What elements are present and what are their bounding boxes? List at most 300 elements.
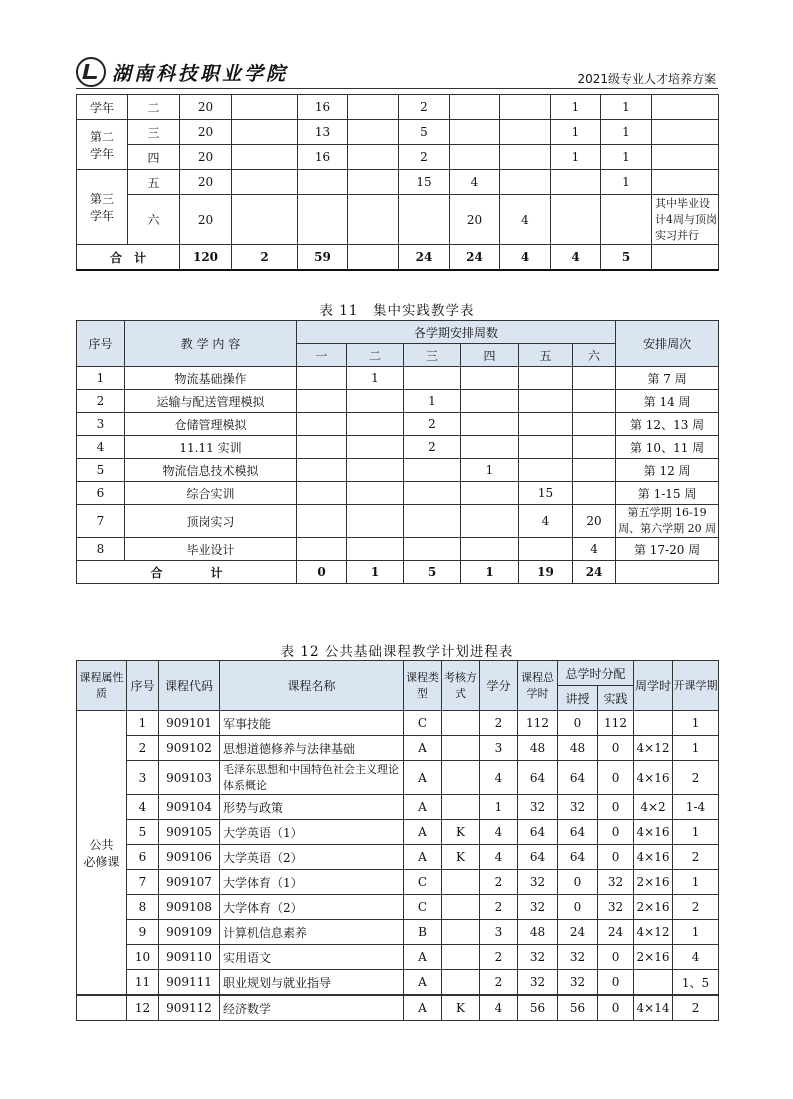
cell-weekly <box>634 711 673 736</box>
total-label: 合 计 <box>77 561 297 584</box>
term-weeks <box>461 538 519 561</box>
header-name: 课程名称 <box>220 661 404 711</box>
table-cell <box>500 120 551 145</box>
row-content: 综合实训 <box>125 482 297 505</box>
header-code: 课程代码 <box>159 661 220 711</box>
total-cell: 2 <box>232 245 298 271</box>
cell-type: A <box>404 820 442 845</box>
college-emblem-icon <box>76 57 106 87</box>
cell-lecture: 0 <box>558 870 598 895</box>
header-dist: 总学时分配 <box>558 661 634 686</box>
term-weeks <box>404 367 461 390</box>
row-no: 3 <box>77 413 125 436</box>
college-name: 湖南科技职业学院 <box>112 62 289 85</box>
total-weeks: 19 <box>519 561 573 584</box>
cell-weekly: 4×16 <box>634 820 673 845</box>
table-row <box>77 436 719 459</box>
cell-hours: 32 <box>518 895 558 920</box>
cell-hours: 32 <box>518 970 558 996</box>
row-content: 毕业设计 <box>125 538 297 561</box>
term-weeks <box>404 538 461 561</box>
term-weeks <box>573 482 616 505</box>
cell-code: 909107 <box>159 870 220 895</box>
table-row <box>77 367 719 390</box>
header-exam: 考核方式 <box>442 661 480 711</box>
term-weeks <box>573 413 616 436</box>
table-row <box>77 920 719 945</box>
total-weeks: 0 <box>297 561 347 584</box>
cell-hours: 32 <box>518 795 558 820</box>
table-row <box>77 195 719 245</box>
cell-weekly: 2×16 <box>634 895 673 920</box>
table-cell <box>601 195 652 245</box>
table-cell <box>652 120 719 145</box>
row-no: 1 <box>77 367 125 390</box>
page-header <box>76 54 718 94</box>
cell-name: 大学英语（1） <box>220 820 404 845</box>
table-cell: 20 <box>180 95 232 120</box>
cell-term: 1 <box>673 920 719 945</box>
table-cell <box>232 95 298 120</box>
cell-lecture: 0 <box>558 895 598 920</box>
cell-hours: 48 <box>518 736 558 761</box>
term-cell: 二 <box>128 95 180 120</box>
term-weeks <box>347 482 404 505</box>
cell-code: 909111 <box>159 970 220 996</box>
cell-code: 909108 <box>159 895 220 920</box>
table-row <box>77 970 719 996</box>
cell-name: 大学体育（1） <box>220 870 404 895</box>
table-cell: 1 <box>551 95 601 120</box>
term-weeks <box>461 436 519 459</box>
table-row <box>77 459 719 482</box>
cell-hours: 32 <box>518 870 558 895</box>
total-weeks: 1 <box>347 561 404 584</box>
table-row <box>77 870 719 895</box>
cell-practice: 32 <box>598 895 634 920</box>
table-cell <box>348 170 399 195</box>
table-row <box>77 945 719 970</box>
cell-hours: 48 <box>518 920 558 945</box>
cell-practice: 112 <box>598 711 634 736</box>
cell-no: 11 <box>127 970 159 996</box>
table-cell <box>652 170 719 195</box>
table-cell <box>500 95 551 120</box>
cell-exam <box>442 970 480 996</box>
cell-type: A <box>404 761 442 795</box>
table-cell <box>232 195 298 245</box>
header-term-6: 六 <box>573 344 616 367</box>
row-schedule: 第 14 周 <box>616 390 719 413</box>
header-attr: 课程属性质 <box>77 661 127 711</box>
term-weeks <box>573 367 616 390</box>
cell-weekly: 4×16 <box>634 761 673 795</box>
term-weeks <box>461 482 519 505</box>
cell-practice: 24 <box>598 920 634 945</box>
term-weeks: 1 <box>347 367 404 390</box>
table-row <box>77 390 719 413</box>
cell-no: 10 <box>127 945 159 970</box>
cell-code: 909106 <box>159 845 220 870</box>
cell-term: 1、5 <box>673 970 719 996</box>
cell-credit: 2 <box>480 870 518 895</box>
row-schedule: 第 12、13 周 <box>616 413 719 436</box>
cell-name: 形势与政策 <box>220 795 404 820</box>
table-row <box>77 761 719 795</box>
cell-term: 1 <box>673 870 719 895</box>
cell-lecture: 56 <box>558 995 598 1021</box>
term-weeks <box>347 505 404 538</box>
cell-practice: 0 <box>598 761 634 795</box>
term-weeks <box>519 459 573 482</box>
cell-type: A <box>404 945 442 970</box>
year-cell: 第二 学年 <box>77 120 128 170</box>
cell-credit: 2 <box>480 970 518 996</box>
table-row <box>77 95 719 120</box>
cell-weekly: 4×16 <box>634 845 673 870</box>
cell-term: 1 <box>673 711 719 736</box>
table-row <box>77 845 719 870</box>
row-schedule: 第 12 周 <box>616 459 719 482</box>
table-row <box>77 736 719 761</box>
cell-lecture: 32 <box>558 795 598 820</box>
table-12-public-courses <box>76 660 719 1021</box>
total-cell: 24 <box>450 245 500 271</box>
cell-credit: 4 <box>480 845 518 870</box>
term-weeks <box>519 413 573 436</box>
cell-no: 6 <box>127 845 159 870</box>
cell-term: 2 <box>673 845 719 870</box>
cell-lecture: 64 <box>558 761 598 795</box>
table-cell: 15 <box>399 170 450 195</box>
cell-lecture: 64 <box>558 845 598 870</box>
row-content: 物流基础操作 <box>125 367 297 390</box>
cell-practice: 0 <box>598 845 634 870</box>
total-row <box>77 561 719 584</box>
term-weeks <box>297 367 347 390</box>
row-schedule: 第五学期 16-19 周、第六学期 20 周 <box>616 505 719 538</box>
cell-lecture: 24 <box>558 920 598 945</box>
cell-exam <box>442 920 480 945</box>
term-weeks <box>519 538 573 561</box>
cell-code: 909105 <box>159 820 220 845</box>
cell-term: 2 <box>673 895 719 920</box>
table-cell <box>348 145 399 170</box>
cell-hours: 64 <box>518 820 558 845</box>
cell-term: 4 <box>673 945 719 970</box>
row-schedule: 第 7 周 <box>616 367 719 390</box>
table-cell: 1 <box>601 170 652 195</box>
cell-type: C <box>404 870 442 895</box>
table-cell: 20 <box>180 170 232 195</box>
term-weeks <box>461 390 519 413</box>
cell-code: 909110 <box>159 945 220 970</box>
term-weeks: 2 <box>404 436 461 459</box>
table-row <box>77 711 719 736</box>
cell-lecture: 32 <box>558 970 598 996</box>
table-cell: 13 <box>298 120 348 145</box>
table-cell <box>551 195 601 245</box>
cell-type: A <box>404 845 442 870</box>
table-row <box>77 820 719 845</box>
cell-exam <box>442 945 480 970</box>
cell-practice: 0 <box>598 736 634 761</box>
cell-no: 5 <box>127 820 159 845</box>
term-weeks <box>404 459 461 482</box>
term-weeks <box>297 390 347 413</box>
row-no: 4 <box>77 436 125 459</box>
term-weeks <box>297 505 347 538</box>
term-weeks <box>461 367 519 390</box>
table-cell: 20 <box>450 195 500 245</box>
term-weeks: 20 <box>573 505 616 538</box>
term-weeks <box>519 436 573 459</box>
term-weeks: 2 <box>404 413 461 436</box>
table-cell <box>232 120 298 145</box>
table-row <box>77 795 719 820</box>
total-label: 合 计 <box>77 245 180 271</box>
table-cell: 20 <box>180 145 232 170</box>
cell-hours: 56 <box>518 995 558 1021</box>
cell-lecture: 48 <box>558 736 598 761</box>
cell-code: 909101 <box>159 711 220 736</box>
cell-name: 军事技能 <box>220 711 404 736</box>
table-cell <box>652 145 719 170</box>
header-hours: 课程总学时 <box>518 661 558 711</box>
cell-credit: 1 <box>480 795 518 820</box>
cell-type: A <box>404 995 442 1021</box>
term-cell: 四 <box>128 145 180 170</box>
cell-term: 1 <box>673 736 719 761</box>
table-row <box>77 538 719 561</box>
cell-lecture: 32 <box>558 945 598 970</box>
cell-hours: 64 <box>518 761 558 795</box>
cell-practice: 0 <box>598 995 634 1021</box>
cell-code: 909103 <box>159 761 220 795</box>
table-cell: 20 <box>180 195 232 245</box>
cell-term: 1 <box>673 820 719 845</box>
table-row <box>77 413 719 436</box>
cell-exam <box>442 895 480 920</box>
term-weeks <box>297 482 347 505</box>
table-cell <box>348 195 399 245</box>
table-row <box>77 482 719 505</box>
table-cell <box>450 120 500 145</box>
term-cell: 三 <box>128 120 180 145</box>
total-cell: 5 <box>601 245 652 271</box>
cell-no: 3 <box>127 761 159 795</box>
header-credit: 学分 <box>480 661 518 711</box>
cell-type: B <box>404 920 442 945</box>
total-cell: 120 <box>180 245 232 271</box>
header-no: 序号 <box>77 321 125 367</box>
cell-weekly: 2×16 <box>634 945 673 970</box>
term-weeks: 1 <box>461 459 519 482</box>
table-cell: 1 <box>601 95 652 120</box>
cell-credit: 3 <box>480 736 518 761</box>
term-weeks <box>404 482 461 505</box>
cell-name: 大学体育（2） <box>220 895 404 920</box>
total-weeks: 24 <box>573 561 616 584</box>
row-schedule: 第 1-15 周 <box>616 482 719 505</box>
cell-credit: 2 <box>480 945 518 970</box>
cell-type: A <box>404 795 442 820</box>
cell-name: 实用语文 <box>220 945 404 970</box>
document-title: 2021级专业人才培养方案 <box>577 72 716 86</box>
table-11-practice <box>76 320 719 584</box>
cell-practice: 32 <box>598 870 634 895</box>
term-weeks: 4 <box>573 538 616 561</box>
row-schedule: 第 10、11 周 <box>616 436 719 459</box>
header-practice: 实践 <box>598 686 634 711</box>
term-weeks: 1 <box>404 390 461 413</box>
table-cell: 1 <box>601 120 652 145</box>
total-cell: 4 <box>500 245 551 271</box>
cell-no: 2 <box>127 736 159 761</box>
header-terms-group: 各学期安排周数 <box>297 321 616 344</box>
cell-hours: 32 <box>518 945 558 970</box>
table-12-caption: 表 12 公共基础课程教学计划进程表 <box>280 644 514 660</box>
total-cell <box>348 245 399 271</box>
table-cell <box>348 120 399 145</box>
cell-name: 毛泽东思想和中国特色社会主义理论体系概论 <box>220 761 404 795</box>
table-cell <box>298 195 348 245</box>
term-weeks <box>347 538 404 561</box>
table-cell: 4 <box>450 170 500 195</box>
cell-credit: 4 <box>480 995 518 1021</box>
cell-weekly: 4×2 <box>634 795 673 820</box>
table-11-caption: 表 11 集中实践教学表 <box>319 303 475 319</box>
year-cell: 学年 <box>77 95 128 120</box>
table-cell <box>652 95 719 120</box>
cell-name: 职业规划与就业指导 <box>220 970 404 996</box>
cell-lecture: 0 <box>558 711 598 736</box>
table-cell: 16 <box>298 145 348 170</box>
term-weeks <box>297 413 347 436</box>
cell-no: 1 <box>127 711 159 736</box>
row-no: 6 <box>77 482 125 505</box>
header-term: 开课学期 <box>673 661 719 711</box>
header-term-5: 五 <box>519 344 573 367</box>
cell-credit: 4 <box>480 820 518 845</box>
cell-credit: 3 <box>480 920 518 945</box>
row-no: 5 <box>77 459 125 482</box>
cell-exam <box>442 711 480 736</box>
total-cell <box>652 245 719 271</box>
cell-code: 909112 <box>159 995 220 1021</box>
header-term-1: 一 <box>297 344 347 367</box>
cell-weekly: 4×12 <box>634 736 673 761</box>
term-weeks <box>404 505 461 538</box>
table-cell <box>450 95 500 120</box>
table-cell <box>232 170 298 195</box>
cell-type: A <box>404 970 442 996</box>
cell-weekly <box>634 970 673 996</box>
header-schedule: 安排周次 <box>616 321 719 367</box>
table-cell <box>450 145 500 170</box>
total-row <box>77 245 719 271</box>
cell-name: 计算机信息素养 <box>220 920 404 945</box>
cell-practice: 0 <box>598 945 634 970</box>
total-weeks: 1 <box>461 561 519 584</box>
row-content: 顶岗实习 <box>125 505 297 538</box>
table-row <box>77 895 719 920</box>
table-cell <box>399 195 450 245</box>
cell-lecture: 64 <box>558 820 598 845</box>
row-no: 2 <box>77 390 125 413</box>
term-weeks <box>347 390 404 413</box>
row-no: 7 <box>77 505 125 538</box>
term-weeks <box>297 459 347 482</box>
cell-term: 1-4 <box>673 795 719 820</box>
cell-credit: 2 <box>480 711 518 736</box>
header-content: 教 学 内 容 <box>125 321 297 367</box>
header-weekly: 周学时 <box>634 661 673 711</box>
total-schedule <box>616 561 719 584</box>
cell-name: 思想道德修养与法律基础 <box>220 736 404 761</box>
cell-no: 9 <box>127 920 159 945</box>
table-cell <box>551 170 601 195</box>
row-content: 运输与配送管理模拟 <box>125 390 297 413</box>
table-cell: 1 <box>551 145 601 170</box>
term-weeks <box>297 538 347 561</box>
term-weeks: 4 <box>519 505 573 538</box>
header-type: 课程类型 <box>404 661 442 711</box>
cell-practice: 0 <box>598 970 634 996</box>
cell-exam <box>442 761 480 795</box>
table-cell: 2 <box>399 145 450 170</box>
table-cell: 16 <box>298 95 348 120</box>
term-weeks <box>573 390 616 413</box>
header-term-4: 四 <box>461 344 519 367</box>
term-weeks <box>347 459 404 482</box>
header-term-3: 三 <box>404 344 461 367</box>
cell-hours: 64 <box>518 845 558 870</box>
group-label-cont <box>77 995 127 1021</box>
row-schedule: 第 17-20 周 <box>616 538 719 561</box>
cell-practice: 0 <box>598 795 634 820</box>
header-no: 序号 <box>127 661 159 711</box>
cell-code: 909102 <box>159 736 220 761</box>
cell-credit: 2 <box>480 895 518 920</box>
cell-no: 4 <box>127 795 159 820</box>
cell-weekly: 2×16 <box>634 870 673 895</box>
table-cell <box>348 95 399 120</box>
table-cell: 1 <box>601 145 652 170</box>
term-cell: 六 <box>128 195 180 245</box>
table-row <box>77 505 719 538</box>
cell-name: 经济数学 <box>220 995 404 1021</box>
total-cell: 4 <box>551 245 601 271</box>
table-cell: 1 <box>551 120 601 145</box>
table-cell <box>500 145 551 170</box>
header-term-2: 二 <box>347 344 404 367</box>
table-10-teaching-weeks <box>76 94 719 271</box>
college-logo <box>76 58 288 86</box>
table-cell: 20 <box>180 120 232 145</box>
cell-term: 2 <box>673 995 719 1021</box>
header-lecture: 讲授 <box>558 686 598 711</box>
cell-exam <box>442 870 480 895</box>
term-weeks <box>297 436 347 459</box>
cell-type: A <box>404 736 442 761</box>
term-weeks <box>347 413 404 436</box>
table-cell: 4 <box>500 195 551 245</box>
cell-hours: 112 <box>518 711 558 736</box>
cell-code: 909104 <box>159 795 220 820</box>
cell-name: 大学英语（2） <box>220 845 404 870</box>
row-no: 8 <box>77 538 125 561</box>
